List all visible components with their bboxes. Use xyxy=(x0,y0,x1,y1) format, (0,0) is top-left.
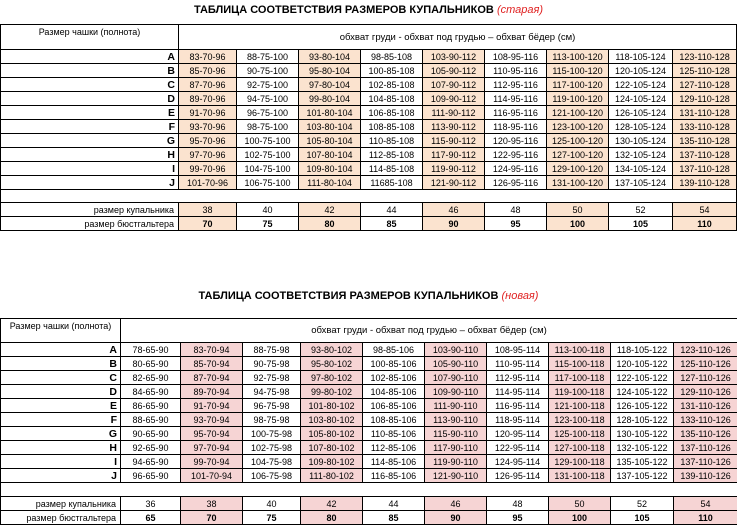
measurement-cell: 110-85-106 xyxy=(363,427,425,441)
table-row xyxy=(1,455,737,469)
measurement-cell: 95-80-104 xyxy=(299,64,361,78)
measurement-cell: 121-90-110 xyxy=(425,469,487,483)
measurement-cell: 90-75-98 xyxy=(243,357,301,371)
measurement-cell: 99-70-94 xyxy=(181,455,243,469)
measurement-cell: 121-100-120 xyxy=(547,106,609,120)
measurement-cell: 115-90-112 xyxy=(423,134,485,148)
spacer-cell xyxy=(1,190,737,203)
bra-size-cell: 110 xyxy=(674,511,737,525)
old-table-title xyxy=(0,4,737,16)
bra-size-cell: 85 xyxy=(361,217,423,231)
measurement-cell: 124-105-122 xyxy=(611,385,674,399)
measurement-cell: 139-110-128 xyxy=(673,176,737,190)
new-title-text: ТАБЛИЦА СООТВЕТСТВИЯ РАЗМЕРОВ КУПАЛЬНИКОВ xyxy=(198,290,499,302)
measurement-cell: 105-90-110 xyxy=(425,357,487,371)
measurement-cell: 112-95-116 xyxy=(485,78,547,92)
measurement-cell: 110-95-116 xyxy=(485,64,547,78)
spacer-cell xyxy=(1,483,737,497)
measurement-cell: 85-70-94 xyxy=(181,357,243,371)
measurement-cell: 117-90-110 xyxy=(425,441,487,455)
swimsuit-size-label: размер купальника xyxy=(1,203,179,217)
measurement-header: обхват груди - обхват под грудью – обхват бёдер (см) xyxy=(121,319,737,343)
measurement-cell: 130-105-124 xyxy=(609,134,673,148)
measurement-cell: 135-110-126 xyxy=(674,427,737,441)
header-row xyxy=(1,25,737,50)
table-row xyxy=(1,469,737,483)
measurement-cell: 96-75-98 xyxy=(243,399,301,413)
measurement-cell: 98-75-98 xyxy=(243,413,301,427)
swimsuit-size-cell: 54 xyxy=(674,497,737,511)
measurement-cell: 84-65-90 xyxy=(121,385,181,399)
measurement-cell: 99-80-104 xyxy=(299,92,361,106)
swimsuit-size-cell: 52 xyxy=(609,203,673,217)
measurement-cell: 99-70-96 xyxy=(179,162,237,176)
measurement-header: обхват груди - обхват под грудью – обхват бёдер (см) xyxy=(179,25,737,50)
swimsuit-size-cell: 46 xyxy=(423,203,485,217)
measurement-cell: 106-85-106 xyxy=(363,399,425,413)
measurement-cell: 97-70-94 xyxy=(181,441,243,455)
measurement-cell: 117-90-112 xyxy=(423,148,485,162)
cup-label: G xyxy=(1,134,179,148)
measurement-cell: 125-110-128 xyxy=(673,64,737,78)
measurement-cell: 94-75-98 xyxy=(243,385,301,399)
measurement-cell: 11685-108 xyxy=(361,176,423,190)
measurement-cell: 137-110-126 xyxy=(674,455,737,469)
measurement-cell: 102-75-100 xyxy=(237,148,299,162)
measurement-cell: 98-85-108 xyxy=(361,50,423,64)
measurement-cell: 116-95-116 xyxy=(485,106,547,120)
measurement-cell: 132-105-122 xyxy=(611,441,674,455)
measurement-cell: 123-110-126 xyxy=(674,343,737,357)
table-row xyxy=(1,134,737,148)
measurement-cell: 127-100-120 xyxy=(547,148,609,162)
measurement-cell: 137-105-122 xyxy=(611,469,674,483)
measurement-cell: 100-75-98 xyxy=(243,427,301,441)
measurement-cell: 92-75-100 xyxy=(237,78,299,92)
cup-label: I xyxy=(1,455,121,469)
measurement-cell: 137-110-128 xyxy=(673,162,737,176)
measurement-cell: 123-100-120 xyxy=(547,120,609,134)
measurement-cell: 107-80-102 xyxy=(301,441,363,455)
measurement-cell: 109-80-102 xyxy=(301,455,363,469)
bra-size-cell: 90 xyxy=(423,217,485,231)
old-title-text: ТАБЛИЦА СООТВЕТСТВИЯ РАЗМЕРОВ КУПАЛЬНИКОВ xyxy=(193,4,494,16)
measurement-cell: 104-85-108 xyxy=(361,92,423,106)
measurement-cell: 106-75-100 xyxy=(237,176,299,190)
measurement-cell: 109-80-104 xyxy=(299,162,361,176)
measurement-cell: 97-80-104 xyxy=(299,78,361,92)
table-row xyxy=(1,106,737,120)
table-row xyxy=(1,78,737,92)
cup-label: H xyxy=(1,441,121,455)
measurement-cell: 108-95-116 xyxy=(485,50,547,64)
measurement-cell: 119-90-110 xyxy=(425,455,487,469)
measurement-cell: 89-70-94 xyxy=(181,385,243,399)
measurement-cell: 122-105-122 xyxy=(611,371,674,385)
measurement-cell: 95-70-94 xyxy=(181,427,243,441)
measurement-cell: 116-95-114 xyxy=(487,399,549,413)
table-row xyxy=(1,371,737,385)
measurement-cell: 122-105-124 xyxy=(609,78,673,92)
measurement-cell: 109-90-112 xyxy=(423,92,485,106)
bra-size-cell: 85 xyxy=(363,511,425,525)
bra-size-cell: 95 xyxy=(485,217,547,231)
measurement-cell: 103-80-104 xyxy=(299,120,361,134)
measurement-cell: 114-85-106 xyxy=(363,455,425,469)
measurement-cell: 113-100-120 xyxy=(547,50,609,64)
measurement-cell: 85-70-96 xyxy=(179,64,237,78)
measurement-cell: 96-65-90 xyxy=(121,469,181,483)
measurement-cell: 119-100-120 xyxy=(547,92,609,106)
swimsuit-size-cell: 48 xyxy=(485,203,547,217)
measurement-cell: 111-80-102 xyxy=(301,469,363,483)
measurement-cell: 89-70-96 xyxy=(179,92,237,106)
measurement-cell: 132-105-124 xyxy=(609,148,673,162)
table-row xyxy=(1,176,737,190)
measurement-cell: 131-100-120 xyxy=(547,176,609,190)
measurement-cell: 115-100-120 xyxy=(547,64,609,78)
measurement-cell: 97-80-102 xyxy=(301,371,363,385)
measurement-cell: 87-70-94 xyxy=(181,371,243,385)
measurement-cell: 110-85-108 xyxy=(361,134,423,148)
bra-size-cell: 70 xyxy=(181,511,243,525)
measurement-cell: 120-95-114 xyxy=(487,427,549,441)
measurement-cell: 133-110-128 xyxy=(673,120,737,134)
measurement-cell: 118-105-124 xyxy=(609,50,673,64)
measurement-cell: 127-100-118 xyxy=(549,441,611,455)
swimsuit-size-cell: 40 xyxy=(243,497,301,511)
measurement-cell: 106-75-98 xyxy=(243,469,301,483)
bra-size-cell: 100 xyxy=(547,217,609,231)
new-size-table xyxy=(0,318,737,525)
measurement-cell: 117-100-118 xyxy=(549,371,611,385)
measurement-cell: 88-65-90 xyxy=(121,413,181,427)
cup-label: E xyxy=(1,106,179,120)
measurement-cell: 93-70-96 xyxy=(179,120,237,134)
header-row xyxy=(1,319,737,343)
table-row xyxy=(1,64,737,78)
measurement-cell: 124-95-114 xyxy=(487,455,549,469)
measurement-cell: 137-110-126 xyxy=(674,441,737,455)
cup-size-header: Размер чашки (полнота) xyxy=(1,25,179,50)
measurement-cell: 118-95-114 xyxy=(487,413,549,427)
measurement-cell: 108-95-114 xyxy=(487,343,549,357)
bra-size-cell: 65 xyxy=(121,511,181,525)
swimsuit-size-cell: 44 xyxy=(363,497,425,511)
measurement-cell: 114-95-116 xyxy=(485,92,547,106)
measurement-cell: 101-70-94 xyxy=(181,469,243,483)
cup-label: C xyxy=(1,78,179,92)
measurement-cell: 123-110-128 xyxy=(673,50,737,64)
measurement-cell: 100-85-106 xyxy=(363,357,425,371)
measurement-cell: 122-95-114 xyxy=(487,441,549,455)
bra-size-cell: 105 xyxy=(609,217,673,231)
measurement-cell: 126-105-124 xyxy=(609,106,673,120)
measurement-cell: 90-65-90 xyxy=(121,427,181,441)
table-row xyxy=(1,162,737,176)
bra-size-cell: 80 xyxy=(299,217,361,231)
measurement-cell: 91-70-94 xyxy=(181,399,243,413)
measurement-cell: 111-90-110 xyxy=(425,399,487,413)
cup-label: B xyxy=(1,64,179,78)
bra-size-row xyxy=(1,217,737,231)
swimsuit-size-cell: 50 xyxy=(547,203,609,217)
measurement-cell: 88-75-98 xyxy=(243,343,301,357)
measurement-cell: 110-95-114 xyxy=(487,357,549,371)
swimsuit-size-cell: 38 xyxy=(181,497,243,511)
measurement-cell: 126-95-114 xyxy=(487,469,549,483)
measurement-cell: 104-75-100 xyxy=(237,162,299,176)
measurement-cell: 126-95-116 xyxy=(485,176,547,190)
table-row xyxy=(1,92,737,106)
measurement-cell: 137-110-128 xyxy=(673,148,737,162)
measurement-cell: 131-100-118 xyxy=(549,469,611,483)
measurement-cell: 107-90-112 xyxy=(423,78,485,92)
measurement-cell: 100-75-100 xyxy=(237,134,299,148)
bra-size-cell: 110 xyxy=(673,217,737,231)
swimsuit-size-cell: 42 xyxy=(299,203,361,217)
measurement-cell: 112-85-108 xyxy=(361,148,423,162)
measurement-cell: 118-95-116 xyxy=(485,120,547,134)
measurement-cell: 129-100-118 xyxy=(549,455,611,469)
swimsuit-size-cell: 54 xyxy=(673,203,737,217)
measurement-cell: 129-100-120 xyxy=(547,162,609,176)
bra-size-cell: 100 xyxy=(549,511,611,525)
measurement-cell: 108-85-108 xyxy=(361,120,423,134)
measurement-cell: 122-95-116 xyxy=(485,148,547,162)
measurement-cell: 101-70-96 xyxy=(179,176,237,190)
measurement-cell: 101-80-102 xyxy=(301,399,363,413)
cup-size-header: Размер чашки (полнота) xyxy=(1,319,121,343)
measurement-cell: 128-105-124 xyxy=(609,120,673,134)
swimsuit-size-cell: 40 xyxy=(237,203,299,217)
measurement-cell: 125-110-126 xyxy=(674,357,737,371)
table-row xyxy=(1,343,737,357)
table-row xyxy=(1,413,737,427)
swimsuit-size-cell: 42 xyxy=(301,497,363,511)
old-size-table xyxy=(0,24,737,231)
measurement-cell: 123-100-118 xyxy=(549,413,611,427)
table-row xyxy=(1,441,737,455)
swimsuit-size-cell: 48 xyxy=(487,497,549,511)
measurement-cell: 98-85-106 xyxy=(363,343,425,357)
swimsuit-size-cell: 52 xyxy=(611,497,674,511)
bra-size-cell: 75 xyxy=(237,217,299,231)
old-title-tag: (старая) xyxy=(496,4,544,16)
swimsuit-size-cell: 44 xyxy=(361,203,423,217)
cup-label: F xyxy=(1,413,121,427)
measurement-cell: 93-80-102 xyxy=(301,343,363,357)
new-table-title xyxy=(0,290,737,302)
cup-label: A xyxy=(1,343,121,357)
measurement-cell: 105-80-104 xyxy=(299,134,361,148)
measurement-cell: 130-105-122 xyxy=(611,427,674,441)
measurement-cell: 113-100-118 xyxy=(549,343,611,357)
bra-size-cell: 70 xyxy=(179,217,237,231)
measurement-cell: 116-85-106 xyxy=(363,469,425,483)
cup-label: E xyxy=(1,399,121,413)
measurement-cell: 83-70-94 xyxy=(181,343,243,357)
measurement-cell: 113-90-112 xyxy=(423,120,485,134)
measurement-cell: 106-85-108 xyxy=(361,106,423,120)
bra-size-cell: 75 xyxy=(243,511,301,525)
cup-label: J xyxy=(1,176,179,190)
bra-size-cell: 90 xyxy=(425,511,487,525)
measurement-cell: 95-80-102 xyxy=(301,357,363,371)
table-row xyxy=(1,50,737,64)
measurement-cell: 103-90-110 xyxy=(425,343,487,357)
cup-label: D xyxy=(1,92,179,106)
measurement-cell: 121-100-118 xyxy=(549,399,611,413)
measurement-cell: 125-100-120 xyxy=(547,134,609,148)
measurement-cell: 102-75-98 xyxy=(243,441,301,455)
swimsuit-size-cell: 50 xyxy=(549,497,611,511)
table-row xyxy=(1,148,737,162)
measurement-cell: 112-95-114 xyxy=(487,371,549,385)
measurement-cell: 117-100-120 xyxy=(547,78,609,92)
measurement-cell: 115-90-110 xyxy=(425,427,487,441)
measurement-cell: 135-105-122 xyxy=(611,455,674,469)
measurement-cell: 99-80-102 xyxy=(301,385,363,399)
measurement-cell: 121-90-112 xyxy=(423,176,485,190)
measurement-cell: 102-85-108 xyxy=(361,78,423,92)
measurement-cell: 80-65-90 xyxy=(121,357,181,371)
swimsuit-size-label: размер купальника xyxy=(1,497,121,511)
measurement-cell: 118-105-122 xyxy=(611,343,674,357)
bra-size-cell: 105 xyxy=(611,511,674,525)
bra-size-row xyxy=(1,511,737,525)
bra-size-label: размер бюстгальтера xyxy=(1,511,121,525)
measurement-cell: 94-65-90 xyxy=(121,455,181,469)
measurement-cell: 120-105-122 xyxy=(611,357,674,371)
measurement-cell: 124-105-124 xyxy=(609,92,673,106)
measurement-cell: 95-70-96 xyxy=(179,134,237,148)
measurement-cell: 129-110-128 xyxy=(673,92,737,106)
measurement-cell: 139-110-126 xyxy=(674,469,737,483)
measurement-cell: 93-80-104 xyxy=(299,50,361,64)
cup-label: F xyxy=(1,120,179,134)
measurement-cell: 107-80-104 xyxy=(299,148,361,162)
spacer-row xyxy=(1,190,737,203)
measurement-cell: 111-80-104 xyxy=(299,176,361,190)
measurement-cell: 131-110-126 xyxy=(674,399,737,413)
cup-label: A xyxy=(1,50,179,64)
measurement-cell: 86-65-90 xyxy=(121,399,181,413)
measurement-cell: 113-90-110 xyxy=(425,413,487,427)
measurement-cell: 94-75-100 xyxy=(237,92,299,106)
measurement-cell: 127-110-128 xyxy=(673,78,737,92)
measurement-cell: 114-85-108 xyxy=(361,162,423,176)
swimsuit-size-row xyxy=(1,203,737,217)
measurement-cell: 119-90-112 xyxy=(423,162,485,176)
measurement-cell: 107-90-110 xyxy=(425,371,487,385)
measurement-cell: 82-65-90 xyxy=(121,371,181,385)
measurement-cell: 103-80-102 xyxy=(301,413,363,427)
measurement-cell: 120-105-124 xyxy=(609,64,673,78)
measurement-cell: 92-65-90 xyxy=(121,441,181,455)
measurement-cell: 128-105-122 xyxy=(611,413,674,427)
table-row xyxy=(1,357,737,371)
measurement-cell: 105-90-112 xyxy=(423,64,485,78)
measurement-cell: 88-75-100 xyxy=(237,50,299,64)
measurement-cell: 93-70-94 xyxy=(181,413,243,427)
swimsuit-size-cell: 36 xyxy=(121,497,181,511)
measurement-cell: 102-85-106 xyxy=(363,371,425,385)
cup-label: J xyxy=(1,469,121,483)
measurement-cell: 125-100-118 xyxy=(549,427,611,441)
measurement-cell: 101-80-104 xyxy=(299,106,361,120)
bra-size-label: размер бюстгальтера xyxy=(1,217,179,231)
measurement-cell: 78-65-90 xyxy=(121,343,181,357)
measurement-cell: 104-85-106 xyxy=(363,385,425,399)
measurement-cell: 90-75-100 xyxy=(237,64,299,78)
measurement-cell: 92-75-98 xyxy=(243,371,301,385)
measurement-cell: 105-80-102 xyxy=(301,427,363,441)
measurement-cell: 114-95-114 xyxy=(487,385,549,399)
table-row xyxy=(1,385,737,399)
measurement-cell: 87-70-96 xyxy=(179,78,237,92)
measurement-cell: 126-105-122 xyxy=(611,399,674,413)
measurement-cell: 96-75-100 xyxy=(237,106,299,120)
measurement-cell: 134-105-124 xyxy=(609,162,673,176)
measurement-cell: 98-75-100 xyxy=(237,120,299,134)
measurement-cell: 100-85-108 xyxy=(361,64,423,78)
measurement-cell: 104-75-98 xyxy=(243,455,301,469)
measurement-cell: 103-90-112 xyxy=(423,50,485,64)
measurement-cell: 133-110-126 xyxy=(674,413,737,427)
measurement-cell: 83-70-96 xyxy=(179,50,237,64)
cup-label: I xyxy=(1,162,179,176)
bra-size-cell: 80 xyxy=(301,511,363,525)
measurement-cell: 115-100-118 xyxy=(549,357,611,371)
bra-size-cell: 95 xyxy=(487,511,549,525)
table-row xyxy=(1,120,737,134)
measurement-cell: 109-90-110 xyxy=(425,385,487,399)
swimsuit-size-cell: 46 xyxy=(425,497,487,511)
new-title-tag: (новая) xyxy=(501,290,539,302)
measurement-cell: 137-105-124 xyxy=(609,176,673,190)
measurement-cell: 135-110-128 xyxy=(673,134,737,148)
cup-label: C xyxy=(1,371,121,385)
swimsuit-size-cell: 38 xyxy=(179,203,237,217)
measurement-cell: 119-100-118 xyxy=(549,385,611,399)
table-row xyxy=(1,399,737,413)
measurement-cell: 129-110-126 xyxy=(674,385,737,399)
measurement-cell: 131-110-128 xyxy=(673,106,737,120)
measurement-cell: 97-70-96 xyxy=(179,148,237,162)
swimsuit-size-row xyxy=(1,497,737,511)
measurement-cell: 111-90-112 xyxy=(423,106,485,120)
measurement-cell: 112-85-106 xyxy=(363,441,425,455)
cup-label: G xyxy=(1,427,121,441)
measurement-cell: 91-70-96 xyxy=(179,106,237,120)
measurement-cell: 108-85-106 xyxy=(363,413,425,427)
measurement-cell: 124-95-116 xyxy=(485,162,547,176)
cup-label: B xyxy=(1,357,121,371)
cup-label: H xyxy=(1,148,179,162)
measurement-cell: 120-95-116 xyxy=(485,134,547,148)
measurement-cell: 127-110-126 xyxy=(674,371,737,385)
table-row xyxy=(1,427,737,441)
spacer-row xyxy=(1,483,737,497)
cup-label: D xyxy=(1,385,121,399)
